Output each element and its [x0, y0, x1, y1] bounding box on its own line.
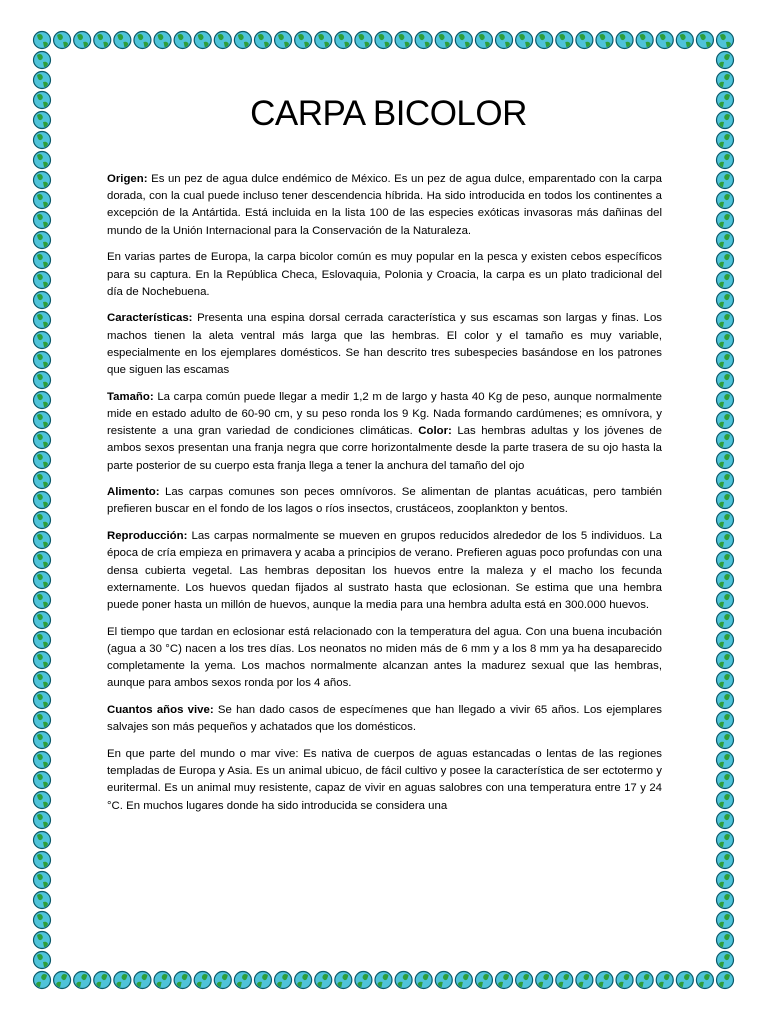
globe-icon: [34, 232, 51, 249]
globe-icon: [34, 932, 51, 949]
globe-icon: [717, 772, 734, 789]
globe-icon: [717, 652, 734, 669]
globe-icon: [174, 32, 191, 49]
globe-icon: [134, 972, 151, 989]
globe-icon: [34, 832, 51, 849]
globe-icon: [717, 752, 734, 769]
globe-icon: [536, 32, 553, 49]
globe-icon: [234, 972, 251, 989]
globe-icon: [214, 32, 231, 49]
globe-icon: [315, 972, 332, 989]
globe-icon: [34, 752, 51, 769]
paragraph-caracteristicas: [107, 310, 662, 379]
globe-icon: [34, 892, 51, 909]
paragraph-text: En que parte del mundo o mar vive: Es nativa de cuerpos de aguas estancadas o lentas de las regiones templadas de Europa y Asia. Es un animal ubicuo, de fácil cultivo y posee la característica de ser ectotermo y euritermal. Es un animal muy resistente, capaz de vivir en aguas salobres con una temperatura entre 17 y 24 °C. En muchos lugares donde ha sido introducida se considera una: [107, 747, 662, 812]
globe-icon: [717, 592, 734, 609]
globe-icon: [717, 232, 734, 249]
paragraph-text-color: Las hembras adultas y los jóvenes de ambos sexos presentan una franja negra que corre horizontalmente desde la parte trasera de su ojo hasta la parte posterior de su cuerpo esta franja llega a tener la anchura del tamaño del ojo: [107, 425, 662, 472]
globe-icon: [34, 92, 51, 109]
globe-icon: [717, 732, 734, 749]
globe-icon: [355, 32, 372, 49]
globe-icon: [717, 112, 734, 129]
paragraph-text: Se han dado casos de especímenes que han llegado a vivir 65 años. Los ejemplares salvajes son más pequeños y achatados que los domésticos.: [107, 703, 662, 734]
globe-icon: [355, 972, 372, 989]
globe-icon: [415, 32, 432, 49]
globe-icon: [596, 32, 613, 49]
globe-icon: [34, 972, 51, 989]
globe-icon: [34, 112, 51, 129]
globe-icon: [34, 812, 51, 829]
globe-icon: [54, 972, 71, 989]
globe-icon: [455, 32, 472, 49]
globe-icon: [315, 32, 332, 49]
globe-icon: [656, 32, 673, 49]
globe-icon: [717, 952, 734, 969]
paragraph-label: Cuantos años vive:: [107, 703, 214, 716]
globe-icon: [114, 972, 131, 989]
globe-icon: [717, 52, 734, 69]
globe-icon: [717, 692, 734, 709]
globe-icon: [616, 972, 633, 989]
globe-icon: [676, 972, 693, 989]
globe-icon: [717, 532, 734, 549]
globe-icon: [34, 332, 51, 349]
globe-icon: [34, 452, 51, 469]
globe-icon: [114, 32, 131, 49]
globe-icon: [34, 312, 51, 329]
globe-icon: [94, 972, 111, 989]
paragraph-label: Alimento:: [107, 486, 160, 499]
globe-icon: [375, 32, 392, 49]
globe-icon: [717, 452, 734, 469]
globe-icon: [536, 972, 553, 989]
globe-icon: [717, 332, 734, 349]
globe-icon: [254, 972, 271, 989]
paragraph-text: Las carpas comunes son peces omnívoros. Se alimentan de plantas acuáticas, pero también prefieren buscar en el fondo de los lagos o ríos insectos, crustáceos, zooplankton y bentos.: [107, 486, 662, 516]
globe-icon: [717, 832, 734, 849]
globe-icon: [34, 512, 51, 529]
globe-icon: [496, 32, 513, 49]
globe-icon: [134, 32, 151, 49]
paragraph-label: Origen:: [107, 173, 148, 185]
globe-icon: [34, 472, 51, 489]
globe-icon: [717, 372, 734, 389]
globe-icon: [596, 972, 613, 989]
globe-icon: [556, 972, 573, 989]
globe-icon: [34, 532, 51, 549]
globe-icon: [717, 932, 734, 949]
globe-icon: [717, 872, 734, 889]
globe-icon: [656, 972, 673, 989]
globe-icon: [576, 32, 593, 49]
globe-icon: [295, 972, 312, 989]
document-body: [107, 96, 662, 824]
globe-icon: [34, 272, 51, 289]
globe-icon: [717, 972, 734, 989]
globe-icon: [34, 572, 51, 589]
globe-icon: [34, 252, 51, 269]
globe-icon: [34, 592, 51, 609]
paragraph-habitat: [107, 746, 662, 815]
paragraph-text: El tiempo que tardan en eclosionar está relacionado con la temperatura del agua. Con una buena incubación (agua a 30 °C) nacen a los tres días. Los neonatos no miden más de 6 mm y a los 8 mm ya ha desaparecido completamente la yema. Los machos normalmente alcanzan antes la madurez sexual que las hembras, aunque para ambos sexos ronda por los 4 años.: [107, 625, 662, 690]
globe-icon: [34, 632, 51, 649]
globe-icon: [717, 172, 734, 189]
globe-icon: [435, 32, 452, 49]
paragraph-cuantos-anos: [107, 702, 662, 736]
globe-icon: [34, 612, 51, 629]
globe-icon: [34, 672, 51, 689]
globe-icon: [34, 132, 51, 149]
globe-icon: [717, 912, 734, 929]
globe-icon: [717, 432, 734, 449]
globe-icon: [34, 32, 51, 49]
paragraph-label-color: Color:: [418, 425, 452, 438]
globe-icon: [154, 972, 171, 989]
globe-icon: [717, 792, 734, 809]
globe-icon: [717, 192, 734, 209]
globe-icon: [717, 72, 734, 89]
globe-icon: [516, 972, 533, 989]
globe-icon: [34, 412, 51, 429]
globe-icon: [616, 32, 633, 49]
globe-icon: [717, 552, 734, 569]
globe-icon: [275, 972, 292, 989]
globe-icon: [34, 172, 51, 189]
globe-icon: [475, 972, 492, 989]
globe-icon: [34, 152, 51, 169]
globe-icon: [54, 32, 71, 49]
globe-icon: [34, 692, 51, 709]
globe-icon: [717, 892, 734, 909]
globe-icon: [34, 732, 51, 749]
globe-icon: [34, 392, 51, 409]
globe-icon: [717, 492, 734, 509]
globe-icon: [34, 192, 51, 209]
globe-icon: [717, 352, 734, 369]
globe-icon: [34, 952, 51, 969]
paragraph-text: En varias partes de Europa, la carpa bicolor común es muy popular en la pesca y existen cebos específicos para su captura. En la República Checa, Eslovaquia, Polonia y Croacia, la carpa es un plato tradicional del día de Nochebuena.: [107, 251, 662, 298]
globe-icon: [254, 32, 271, 49]
globe-icon: [636, 32, 653, 49]
paragraph-alimento: [107, 484, 662, 518]
globe-icon: [335, 972, 352, 989]
globe-icon: [194, 32, 211, 49]
globe-icon: [717, 152, 734, 169]
globe-icon: [717, 252, 734, 269]
globe-icon: [395, 32, 412, 49]
globe-icon: [275, 32, 292, 49]
globe-icon: [676, 32, 693, 49]
paragraph-text: Las carpas normalmente se mueven en grupos reducidos alrededor de los 5 individuos. La época de cría empieza en primavera y acaba a principios de verano. Prefieren aguas poco profundas con una densa cubierta vegetal. Las hembras depositan los huevos entre la maleza y el macho los fecunda externamente. Los huevos quedan fijados al sustrato hasta que eclosionan. Se estima que una hembra puede poner hasta un millón de huevos, aunque la media para una hembra adulta está en 300.000 huevos.: [107, 530, 662, 611]
globe-icon: [34, 852, 51, 869]
globe-icon: [74, 32, 91, 49]
globe-icon: [717, 92, 734, 109]
paragraph-label: Características:: [107, 312, 193, 325]
globe-icon: [717, 852, 734, 869]
globe-icon: [717, 132, 734, 149]
globe-icon: [34, 212, 51, 229]
globe-icon: [194, 972, 211, 989]
globe-icon: [576, 972, 593, 989]
globe-icon: [34, 912, 51, 929]
globe-icon: [34, 292, 51, 309]
globe-icon: [74, 972, 91, 989]
globe-icon: [34, 872, 51, 889]
globe-icon: [415, 972, 432, 989]
page-title: CARPA BICOLOR: [250, 94, 527, 133]
paragraph-europa: [107, 249, 662, 301]
globe-icon: [335, 32, 352, 49]
globe-icon: [34, 772, 51, 789]
globe-icon: [717, 212, 734, 229]
globe-icon: [34, 432, 51, 449]
globe-icon: [717, 312, 734, 329]
paragraph-origen: [107, 171, 662, 240]
globe-icon: [34, 552, 51, 569]
globe-icon: [295, 32, 312, 49]
globe-icon: [717, 472, 734, 489]
globe-icon: [717, 812, 734, 829]
globe-icon: [717, 632, 734, 649]
globe-icon: [34, 352, 51, 369]
globe-icon: [375, 972, 392, 989]
globe-icon: [34, 52, 51, 69]
paragraph-reproduccion: [107, 528, 662, 614]
paragraph-eclosion: [107, 624, 662, 693]
globe-icon: [717, 272, 734, 289]
globe-icon: [34, 372, 51, 389]
globe-icon: [34, 72, 51, 89]
globe-icon: [94, 32, 111, 49]
globe-icon: [174, 972, 191, 989]
paragraph-tamano: [107, 389, 662, 475]
globe-icon: [34, 652, 51, 669]
globe-icon: [696, 32, 713, 49]
globe-icon: [717, 572, 734, 589]
globe-icon: [717, 512, 734, 529]
paragraph-text: La carpa común puede llegar a medir 1,2 m de largo y hasta 40 Kg de peso, aunque normalmente mide en estado adulto de 60-90 cm, y su peso ronda los 9 Kg. Nada formando cardúmenes; es omnívora, y resistente a una gran variedad de condiciones climáticas.: [107, 390, 662, 438]
globe-icon: [154, 32, 171, 49]
globe-icon: [556, 32, 573, 49]
globe-icon: [717, 412, 734, 429]
globe-icon: [34, 492, 51, 509]
globe-icon: [34, 712, 51, 729]
globe-icon: [696, 972, 713, 989]
globe-icon: [516, 32, 533, 49]
globe-icon: [475, 32, 492, 49]
globe-icon: [455, 972, 472, 989]
globe-icon: [234, 32, 251, 49]
paragraph-text: Presenta una espina dorsal cerrada característica y sus escamas son largas y finas. Los machos tienen la aleta ventral más larga que las hembras. El color y el tamaño es muy variable, especialmente en los ejemplares domésticos. Se han descrito tres subespecies basándose en los patrones que siguen las escamas: [107, 312, 662, 377]
globe-icon: [214, 972, 231, 989]
globe-icon: [496, 972, 513, 989]
globe-icon: [717, 612, 734, 629]
globe-icon: [717, 712, 734, 729]
globe-icon: [395, 972, 412, 989]
globe-icon: [34, 792, 51, 809]
globe-icon: [636, 972, 653, 989]
paragraph-text: Es un pez de agua dulce endémico de México. Es un pez de agua dulce, emparentado con la carpa dorada, con la cual puede incluso tener descendencia híbrida. Ha sido introducida en todos los continentes a excepción de la Antártida. Está incluida en la lista 100 de las especies exóticas invasoras más dañinas del mundo de la Unión Internacional para la Conservación de la Naturaleza.: [107, 173, 662, 237]
paragraph-label: Reproducción:: [107, 530, 188, 543]
globe-icon: [435, 972, 452, 989]
globe-icon: [717, 392, 734, 409]
globe-icon: [717, 292, 734, 309]
paragraph-label: Tamaño:: [107, 390, 154, 403]
globe-icon: [717, 32, 734, 49]
globe-icon: [717, 672, 734, 689]
